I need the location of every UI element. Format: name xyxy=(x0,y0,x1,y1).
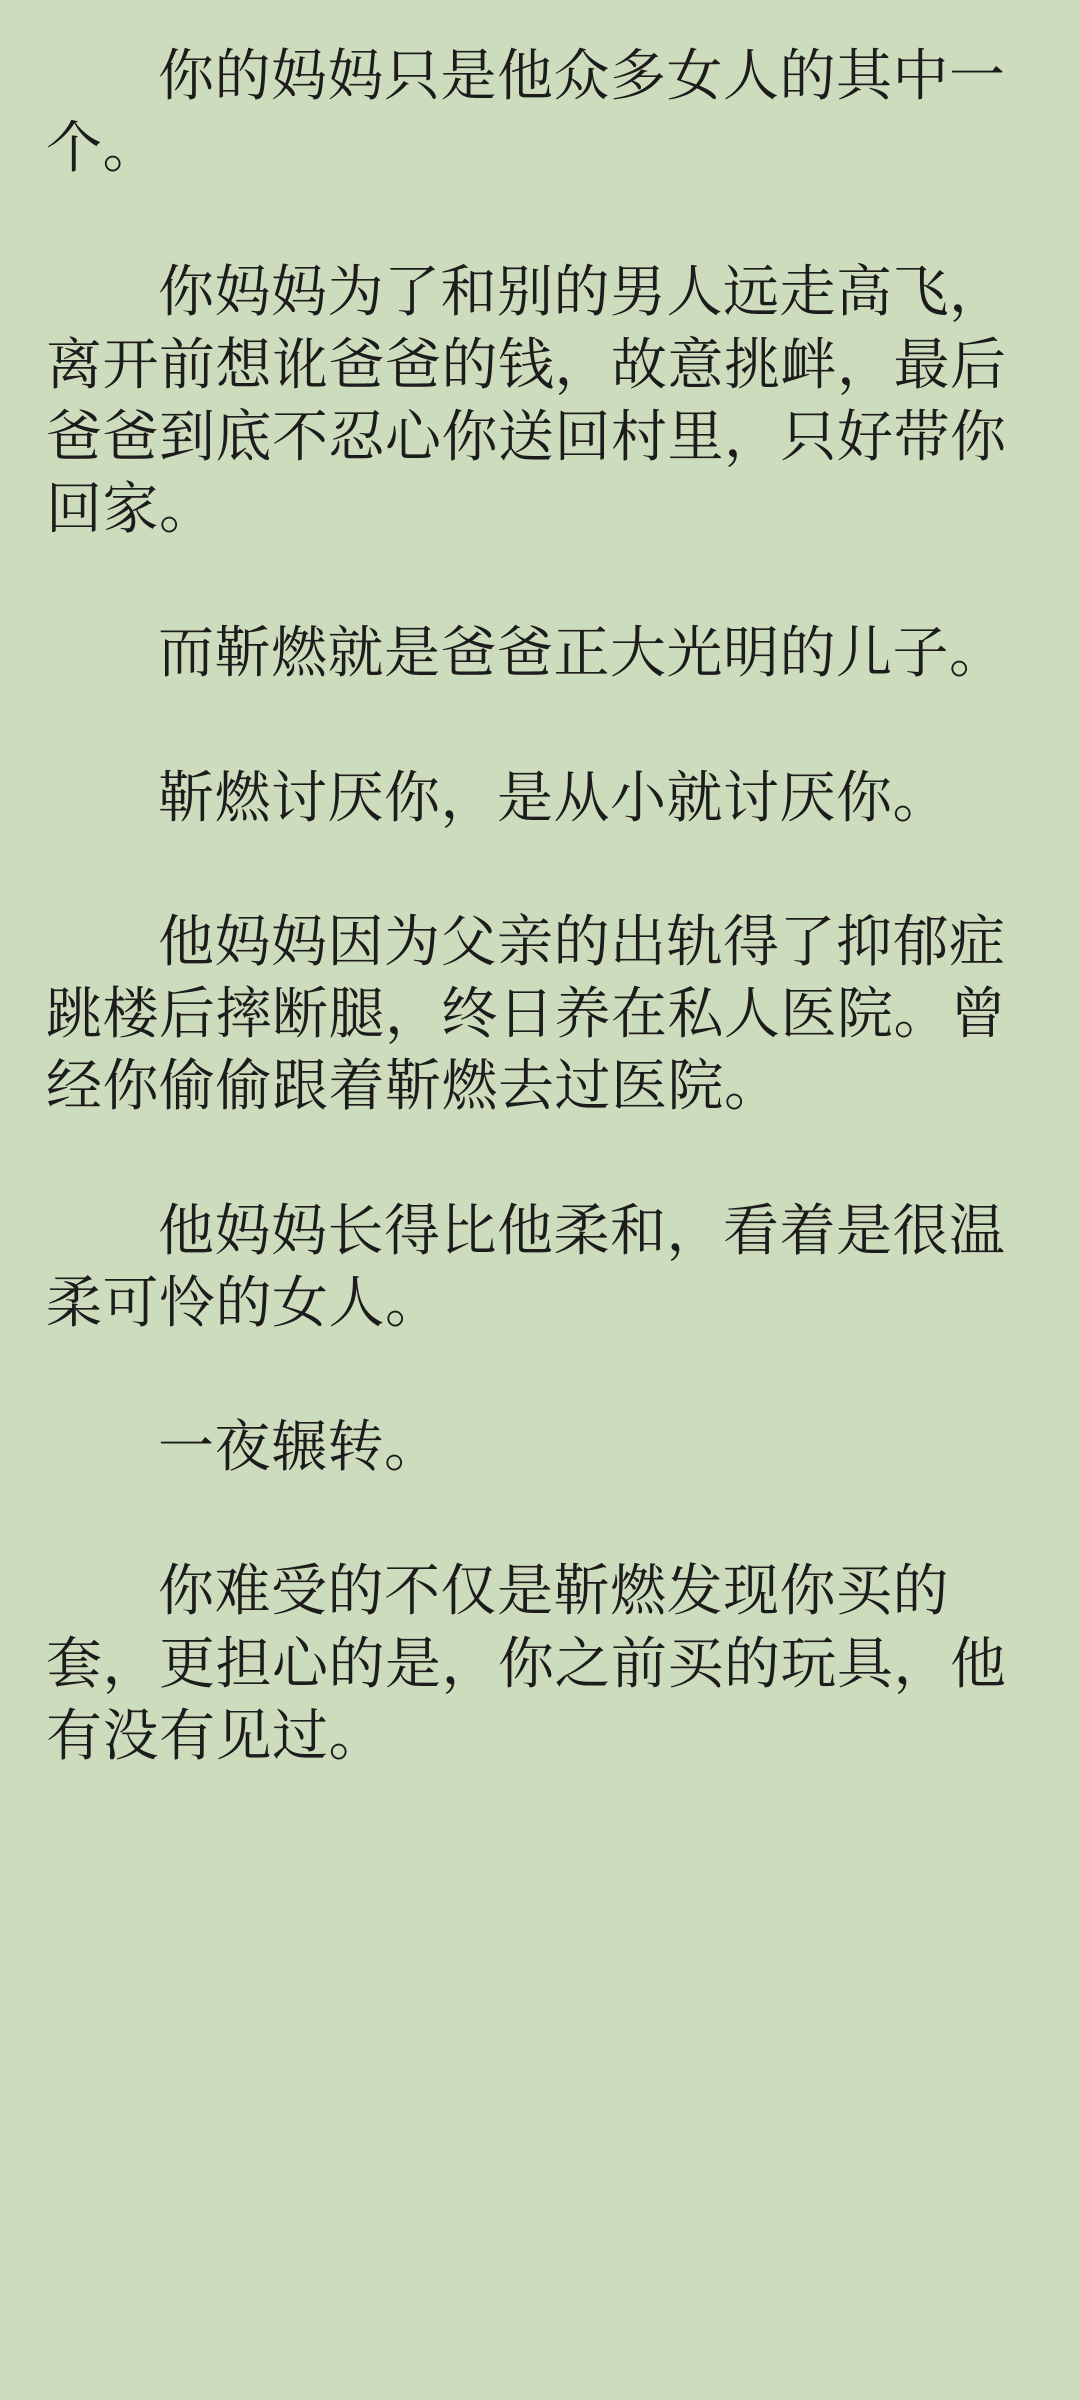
paragraph: 他妈妈长得比他柔和，看着是很温柔可怜的女人。 xyxy=(46,1198,1006,1334)
paragraph: 一夜辗转。 xyxy=(158,1415,441,1479)
paragraph: 而靳燃就是爸爸正大光明的儿子。 xyxy=(158,621,1006,685)
paragraph: 你难受的不仅是靳燃发现你买的套，更担心的是，你之前买的玩具，他有没有见过。 xyxy=(46,1559,1007,1767)
paragraph: 靳燃讨厌你，是从小就讨厌你。 xyxy=(158,765,949,829)
paragraph: 他妈妈因为父亲的出轨得了抑郁症跳楼后摔断腿，终日养在私人医院。曾经你偷偷跟着靳燃去过医院。 xyxy=(46,909,1007,1118)
paragraph: 你妈妈为了和别的男人远走高飞，离开前想讹爸爸的钱，故意挑衅，最后爸爸到底不忍心你送回村里，只好带你回家。 xyxy=(46,260,1007,541)
paragraph: 你的妈妈只是他众多女人的其中一个。 xyxy=(46,44,1006,180)
